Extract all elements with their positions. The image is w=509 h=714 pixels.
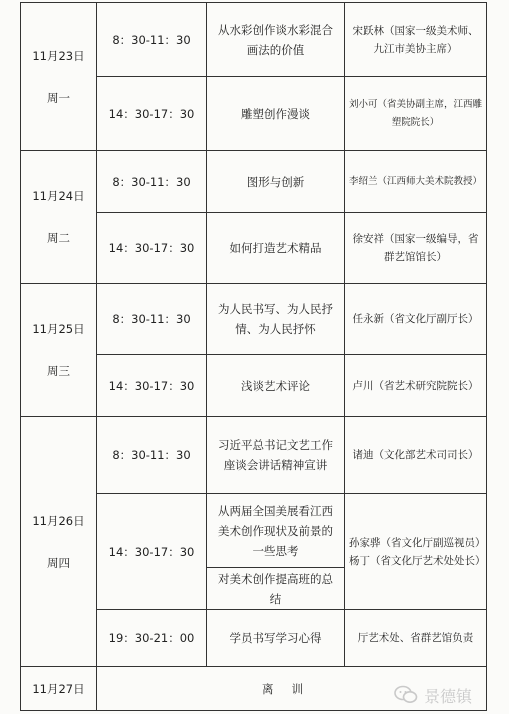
topic-cell: 如何打造艺术精品 bbox=[207, 213, 345, 284]
speaker-cell: 徐安祥（国家一级编导，省群艺馆馆长） bbox=[345, 213, 487, 284]
speaker-cell: 刘小可（省美协副主席，江西雕塑院院长） bbox=[345, 77, 487, 151]
time-cell: 14：30-17：30 bbox=[97, 494, 207, 610]
topic-cell: 雕塑创作漫谈 bbox=[207, 77, 345, 151]
table-row bbox=[21, 284, 487, 355]
date-cell: 11月27日 bbox=[21, 667, 97, 711]
time-cell: 19：30-21：00 bbox=[97, 610, 207, 667]
time-cell: 8：30-11：30 bbox=[97, 417, 207, 494]
topic-cell: 习近平总书记文艺工作座谈会讲话精神宣讲 bbox=[207, 417, 345, 494]
time-cell: 8：30-11：30 bbox=[97, 151, 207, 213]
schedule-table bbox=[20, 2, 487, 711]
weekday-label: 周一 bbox=[47, 90, 70, 105]
topic-cell: 学员书写学习心得 bbox=[207, 610, 345, 667]
speaker-cell bbox=[345, 494, 487, 610]
watermark bbox=[394, 682, 509, 708]
speaker-cell: 厅艺术处、省群艺馆负责 bbox=[345, 610, 487, 667]
time-cell: 14：30-17：30 bbox=[97, 77, 207, 151]
date-label: 11月25日 bbox=[32, 322, 85, 336]
date-cell bbox=[21, 151, 97, 284]
weekday-label: 周四 bbox=[47, 555, 70, 570]
speaker-line: 孙家骅（省文化厅副巡视员） bbox=[349, 536, 486, 549]
speaker-cell: 宋跃林（国家一级美术师、九江市美协主席） bbox=[345, 3, 487, 77]
date-cell bbox=[21, 284, 97, 417]
time-cell: 8：30-11：30 bbox=[97, 3, 207, 77]
speaker-cell: 李绍兰（江西师大美术院教授） bbox=[345, 151, 487, 213]
table-row bbox=[21, 151, 487, 213]
topic-cell: 为人民书写、为人民抒情、为人民抒怀 bbox=[207, 284, 345, 355]
topic-cell: 对美术创作提高班的总结 bbox=[207, 568, 345, 610]
date-label: 11月24日 bbox=[32, 189, 85, 203]
date-cell bbox=[21, 3, 97, 151]
speaker-cell: 诸迪（文化部艺术司司长） bbox=[345, 417, 487, 494]
topic-cell: 浅谈艺术评论 bbox=[207, 355, 345, 417]
topic-cell: 图形与创新 bbox=[207, 151, 345, 213]
date-label: 11月26日 bbox=[32, 513, 85, 528]
speaker-cell: 卢川（省艺术研究院院长） bbox=[345, 355, 487, 417]
speaker-line: 杨丁（省文化厅艺术处处长） bbox=[349, 554, 486, 567]
wechat-icon bbox=[394, 685, 418, 705]
table-row bbox=[21, 417, 487, 494]
watermark-text: 景德镇 bbox=[424, 686, 473, 706]
date-cell bbox=[21, 417, 97, 667]
weekday-label: 周三 bbox=[47, 364, 70, 378]
weekday-label: 周二 bbox=[47, 231, 70, 245]
time-cell: 14：30-17：30 bbox=[97, 213, 207, 284]
topic-cell: 从水彩创作谈水彩混合画法的价值 bbox=[207, 3, 345, 77]
time-cell: 14：30-17：30 bbox=[97, 355, 207, 417]
departure-label: 离训 bbox=[97, 667, 487, 711]
date-label: 11月23日 bbox=[32, 48, 85, 63]
topic-cell: 从两届全国美展看江西美术创作现状及前景的一些思考 bbox=[207, 494, 345, 568]
time-cell: 8：30-11：30 bbox=[97, 284, 207, 355]
speaker-cell: 任永新（省文化厅副厅长） bbox=[345, 284, 487, 355]
table-row bbox=[21, 3, 487, 77]
